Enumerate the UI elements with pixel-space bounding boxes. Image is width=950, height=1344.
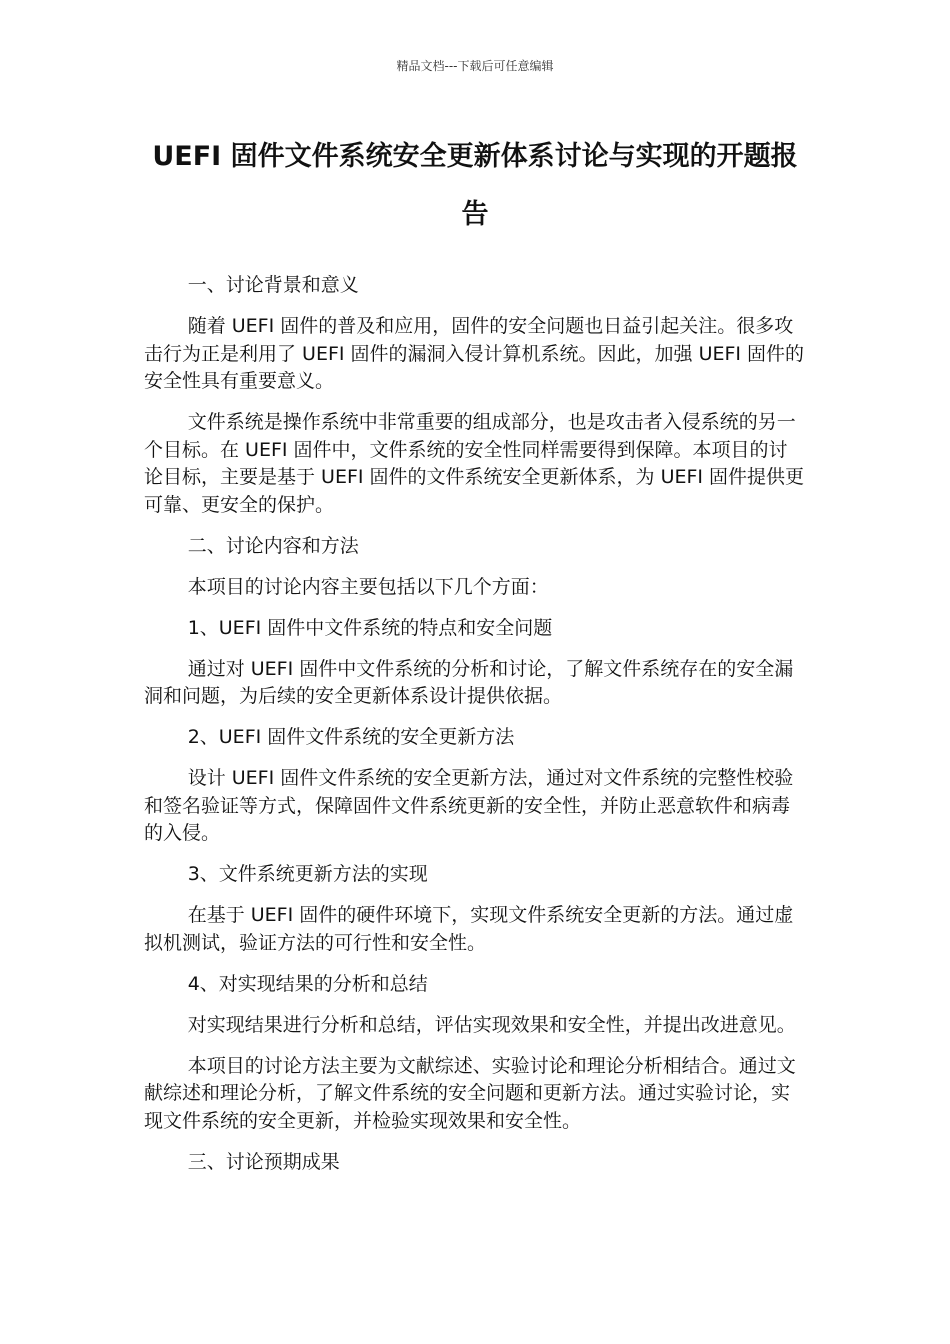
list-item-heading: 3、文件系统更新方法的实现: [187, 863, 428, 885]
paragraph: 设计 UEFI 固件文件系统的安全更新方法，通过对文件系统的完整性校验和签名验证等方式，保障固件文件系统更新的安全性，并防止恶意软件和病毒的入侵。: [144, 767, 794, 844]
paragraph: 文件系统是操作系统中非常重要的组成部分，也是攻击者入侵系统的另一个目标。在 UEFI 固件中，文件系统的安全性同样需要得到保障。本项目的讨论目标，主要是基于 UEFI 固件的文件系统安全更新体系，为 UEFI 固件提供更可靠、更安全的保护。: [144, 411, 805, 516]
section-heading-background: 一、讨论背景和意义: [187, 274, 359, 296]
page-header: 精品文档---下载后可任意编辑: [396, 59, 554, 73]
paragraph: 随着 UEFI 固件的普及和应用，固件的安全问题也日益引起关注。很多攻击行为正是利用了 UEFI 固件的漏洞入侵计算机系统。因此，加强 UEFI 固件的安全性具有重要意义。: [144, 315, 805, 392]
paragraph: 对实现结果进行分析和总结，评估实现效果和安全性，并提出改进意见。: [187, 1013, 796, 1036]
section-heading-expected-results: 三、讨论预期成果: [187, 1150, 340, 1173]
list-item-heading: 1、UEFI 固件中文件系统的特点和安全问题: [187, 616, 553, 639]
paragraph: 本项目的讨论方法主要为文献综述、实验讨论和理论分析相结合。通过文献综述和理论分析，了解文件系统的安全问题和更新方法。通过实验讨论，实现文件系统的安全更新，并检验实现效果和安全性。: [144, 1054, 796, 1132]
list-item-heading: 2、UEFI 固件文件系统的安全更新方法: [187, 726, 515, 748]
document-body: [144, 272, 806, 1190]
paragraph: 通过对 UEFI 固件中文件系统的分析和讨论，了解文件系统存在的安全漏洞和问题，为后续的安全更新体系设计提供依据。: [144, 657, 794, 707]
paragraph: 本项目的讨论内容主要包括以下几个方面：: [187, 575, 549, 598]
list-item-heading: 4、对实现结果的分析和总结: [187, 972, 428, 995]
section-heading-content-methods: 二、讨论内容和方法: [187, 534, 359, 557]
document-title: UEFI 固件文件系统安全更新体系讨论与实现的开题报告: [152, 141, 798, 230]
paragraph: 在基于 UEFI 固件的硬件环境下，实现文件系统安全更新的方法。通过虚拟机测试，验证方法的可行性和安全性。: [144, 904, 794, 954]
